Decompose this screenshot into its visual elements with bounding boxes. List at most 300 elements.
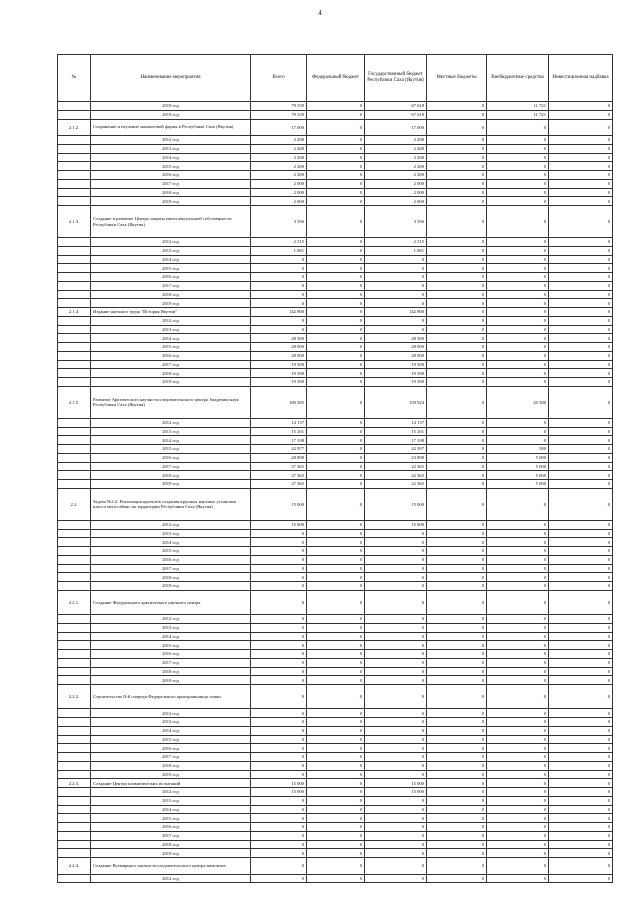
amount-cell: 0 — [365, 273, 427, 282]
activity-code — [58, 153, 91, 162]
amount-cell: 0 — [307, 369, 365, 378]
activity-code — [58, 753, 91, 762]
amount-cell: 0 — [549, 814, 613, 823]
activity-code — [58, 162, 91, 171]
amount-cell: 0 — [549, 308, 613, 317]
amount-cell: 0 — [307, 814, 365, 823]
year-label: 2012 год — [91, 136, 251, 145]
year-label: 2014 год — [91, 726, 251, 735]
year-label: 2015 год — [91, 735, 251, 744]
amount-cell: 0 — [487, 590, 549, 614]
activity-code — [58, 529, 91, 538]
amount-cell: 0 — [307, 246, 365, 255]
amount-cell: 0 — [251, 667, 307, 676]
column-header: Наименование мероприятия — [91, 55, 251, 102]
amount-cell: 2 515 — [365, 238, 427, 247]
activity-code — [58, 658, 91, 667]
amount-cell: 0 — [487, 488, 549, 520]
amount-cell: 0 — [307, 840, 365, 849]
amount-cell: 0 — [307, 102, 365, 111]
amount-cell: 0 — [549, 564, 613, 573]
amount-cell: 0 — [307, 299, 365, 308]
year-row — [58, 761, 613, 770]
amount-cell: 0 — [487, 709, 549, 718]
page-number: 4 — [318, 9, 322, 17]
amount-cell: 0 — [549, 281, 613, 290]
amount-cell: 0 — [365, 650, 427, 659]
year-label: 2018 год — [91, 761, 251, 770]
year-label: 2015 год — [91, 343, 251, 352]
year-label: 2013 год — [91, 325, 251, 334]
amount-cell: 0 — [427, 290, 487, 299]
year-row — [58, 188, 613, 197]
amount-cell: 0 — [487, 735, 549, 744]
amount-cell: 0 — [487, 171, 549, 180]
amount-cell: 0 — [251, 325, 307, 334]
activity-code: 2.2.1. — [58, 590, 91, 614]
amount-cell: 0 — [487, 179, 549, 188]
amount-cell: 0 — [427, 436, 487, 445]
activity-code — [58, 188, 91, 197]
activity-code — [58, 102, 91, 111]
amount-cell: 0 — [307, 325, 365, 334]
amount-cell: 0 — [251, 718, 307, 727]
amount-cell: 0 — [251, 735, 307, 744]
amount-cell: 0 — [427, 334, 487, 343]
activity-code — [58, 623, 91, 632]
activity-code — [58, 814, 91, 823]
amount-cell: 0 — [251, 726, 307, 735]
amount-cell: 0 — [427, 162, 487, 171]
amount-cell: 0 — [251, 316, 307, 325]
amount-cell: 15 000 — [251, 779, 307, 788]
activity-code — [58, 471, 91, 480]
amount-cell: 0 — [307, 386, 365, 418]
activity-code: 2.1.3. — [58, 206, 91, 238]
year-label: 2014 год — [91, 538, 251, 547]
amount-cell: 3 596 — [365, 206, 427, 238]
amount-cell: 0 — [549, 650, 613, 659]
amount-cell: 0 — [487, 369, 549, 378]
amount-cell: 0 — [365, 582, 427, 591]
year-label: 2018 год — [91, 573, 251, 582]
amount-cell: 0 — [549, 462, 613, 471]
amount-cell: 19 500 — [365, 369, 427, 378]
amount-cell: 0 — [487, 273, 549, 282]
activity-code — [58, 632, 91, 641]
amount-cell: 2 200 — [251, 171, 307, 180]
year-row — [58, 264, 613, 273]
amount-cell: 0 — [549, 136, 613, 145]
year-row — [58, 378, 613, 387]
activity-code — [58, 520, 91, 529]
amount-cell: 0 — [307, 436, 365, 445]
year-row — [58, 831, 613, 840]
amount-cell: 0 — [307, 615, 365, 624]
year-label: 2013 год — [91, 144, 251, 153]
activity-code: 2.2. — [58, 488, 91, 520]
column-header: Местные бюджеты — [427, 55, 487, 102]
amount-cell: 0 — [549, 529, 613, 538]
activity-code — [58, 735, 91, 744]
activity-code — [58, 761, 91, 770]
year-row — [58, 573, 613, 582]
amount-cell: 28 000 — [251, 343, 307, 352]
amount-cell: 0 — [251, 770, 307, 779]
amount-cell: 0 — [365, 615, 427, 624]
amount-cell: 0 — [427, 779, 487, 788]
amount-cell: 0 — [487, 281, 549, 290]
activity-code — [58, 744, 91, 753]
amount-cell: 0 — [365, 814, 427, 823]
amount-cell: 0 — [487, 538, 549, 547]
year-row — [58, 538, 613, 547]
amount-cell: 0 — [251, 823, 307, 832]
year-row — [58, 823, 613, 832]
amount-cell: 0 — [549, 779, 613, 788]
amount-cell: 0 — [427, 623, 487, 632]
amount-cell: 15 000 — [365, 488, 427, 520]
amount-cell: 0 — [549, 386, 613, 418]
year-row — [58, 520, 613, 529]
amount-cell: 0 — [307, 488, 365, 520]
year-label: 2016 год — [91, 650, 251, 659]
activity-code — [58, 547, 91, 556]
amount-cell: 0 — [549, 615, 613, 624]
year-label: 2016 год — [91, 453, 251, 462]
amount-cell: 0 — [307, 623, 365, 632]
amount-cell: 5 000 — [487, 480, 549, 489]
amount-cell: 0 — [427, 102, 487, 111]
amount-cell: 28 000 — [365, 343, 427, 352]
amount-cell: 0 — [251, 529, 307, 538]
amount-cell: 0 — [487, 726, 549, 735]
amount-cell: 0 — [549, 445, 613, 454]
amount-cell: 0 — [549, 325, 613, 334]
amount-cell: 0 — [549, 378, 613, 387]
amount-cell: 0 — [427, 316, 487, 325]
year-row — [58, 325, 613, 334]
amount-cell: 0 — [427, 582, 487, 591]
amount-cell: 0 — [365, 753, 427, 762]
activity-name: Создание Всемирного научно-исследовательского центра мамонтов — [91, 858, 251, 875]
amount-cell: 0 — [307, 667, 365, 676]
year-row — [58, 753, 613, 762]
amount-cell: 0 — [549, 735, 613, 744]
amount-cell: 0 — [427, 590, 487, 614]
activity-code — [58, 615, 91, 624]
amount-cell: 0 — [427, 299, 487, 308]
amount-cell: 0 — [549, 641, 613, 650]
year-row — [58, 623, 613, 632]
amount-cell: 0 — [549, 316, 613, 325]
amount-cell: 2 200 — [251, 144, 307, 153]
activity-code — [58, 650, 91, 659]
amount-cell: 0 — [427, 753, 487, 762]
year-row — [58, 179, 613, 188]
amount-cell: 0 — [365, 564, 427, 573]
amount-cell: 0 — [251, 874, 307, 883]
amount-cell: 0 — [307, 520, 365, 529]
year-row — [58, 641, 613, 650]
year-label: 2017 год — [91, 360, 251, 369]
amount-cell: 0 — [365, 770, 427, 779]
amount-cell: 0 — [487, 555, 549, 564]
amount-cell: 0 — [549, 849, 613, 858]
activity-row — [58, 685, 613, 709]
year-row — [58, 709, 613, 718]
amount-cell: 17 000 — [251, 119, 307, 136]
amount-cell: 0 — [307, 238, 365, 247]
activity-code — [58, 726, 91, 735]
amount-cell: 2 000 — [365, 188, 427, 197]
amount-cell: 0 — [427, 369, 487, 378]
year-label: 2016 год — [91, 744, 251, 753]
amount-cell: 0 — [549, 667, 613, 676]
activity-code — [58, 462, 91, 471]
amount-cell: 0 — [365, 718, 427, 727]
amount-cell: 0 — [427, 547, 487, 556]
amount-cell: 0 — [307, 480, 365, 489]
amount-cell: 0 — [427, 445, 487, 454]
year-row — [58, 471, 613, 480]
amount-cell: 0 — [307, 709, 365, 718]
year-label: 2015 год — [91, 547, 251, 556]
activity-code — [58, 290, 91, 299]
year-label: 2013 год — [91, 427, 251, 436]
year-label: 2014 год — [91, 632, 251, 641]
year-row — [58, 582, 613, 591]
year-row — [58, 615, 613, 624]
amount-cell: 0 — [427, 119, 487, 136]
year-row — [58, 796, 613, 805]
column-header: Федеральный бюджет — [307, 55, 365, 102]
amount-cell: 0 — [487, 744, 549, 753]
year-label: 2012 год — [91, 874, 251, 883]
year-row — [58, 281, 613, 290]
amount-cell: 22 365 — [365, 471, 427, 480]
amount-cell: 0 — [427, 761, 487, 770]
activity-code — [58, 171, 91, 180]
amount-cell: 0 — [307, 676, 365, 685]
year-row — [58, 445, 613, 454]
amount-cell: 0 — [427, 110, 487, 119]
amount-cell: 15 000 — [365, 788, 427, 797]
amount-cell: 0 — [549, 685, 613, 709]
amount-cell: 0 — [427, 188, 487, 197]
amount-cell: 0 — [365, 874, 427, 883]
amount-cell: 2 200 — [365, 171, 427, 180]
amount-cell: 15 000 — [365, 779, 427, 788]
amount-cell: 11 721 — [487, 110, 549, 119]
year-label: 2012 год — [91, 520, 251, 529]
amount-cell: 0 — [427, 735, 487, 744]
year-label: 2016 год — [91, 823, 251, 832]
amount-cell: 0 — [307, 796, 365, 805]
amount-cell: 0 — [487, 246, 549, 255]
amount-cell: 0 — [251, 564, 307, 573]
amount-cell: 0 — [549, 334, 613, 343]
amount-cell: 0 — [549, 351, 613, 360]
activity-code — [58, 718, 91, 727]
amount-cell: 19 500 — [365, 378, 427, 387]
amount-cell: 0 — [549, 796, 613, 805]
year-label: 2015 год — [91, 162, 251, 171]
amount-cell: 0 — [427, 573, 487, 582]
amount-cell: 0 — [427, 197, 487, 206]
activity-row — [58, 779, 613, 788]
year-label: 2018 год — [91, 290, 251, 299]
year-label: 2012 год — [91, 238, 251, 247]
amount-cell: 0 — [251, 547, 307, 556]
amount-cell: 0 — [487, 615, 549, 624]
amount-cell: 0 — [307, 753, 365, 762]
amount-cell: 0 — [307, 761, 365, 770]
year-row — [58, 547, 613, 556]
amount-cell: 0 — [307, 334, 365, 343]
amount-cell: 11 721 — [487, 102, 549, 111]
amount-cell: 0 — [251, 582, 307, 591]
amount-cell: 0 — [251, 814, 307, 823]
amount-cell: 0 — [549, 590, 613, 614]
year-label: 2015 год — [91, 641, 251, 650]
amount-cell: 0 — [307, 453, 365, 462]
amount-cell: 0 — [487, 264, 549, 273]
year-row — [58, 453, 613, 462]
amount-cell: 0 — [549, 840, 613, 849]
year-row — [58, 814, 613, 823]
amount-cell: 0 — [427, 641, 487, 650]
amount-cell: 0 — [549, 255, 613, 264]
amount-cell: 0 — [487, 427, 549, 436]
amount-cell: 0 — [549, 726, 613, 735]
amount-cell: 0 — [365, 299, 427, 308]
activity-code: 2.2.3. — [58, 779, 91, 788]
amount-cell: 0 — [307, 445, 365, 454]
year-row — [58, 427, 613, 436]
amount-cell: 0 — [549, 273, 613, 282]
amount-cell: 0 — [487, 582, 549, 591]
amount-cell: 22 365 — [365, 480, 427, 489]
amount-cell: 0 — [487, 650, 549, 659]
year-row — [58, 529, 613, 538]
amount-cell: 22 365 — [365, 462, 427, 471]
year-row — [58, 667, 613, 676]
amount-cell: 0 — [365, 538, 427, 547]
year-row — [58, 436, 613, 445]
activity-code — [58, 246, 91, 255]
year-label: 2016 год — [91, 171, 251, 180]
amount-cell: 0 — [427, 615, 487, 624]
amount-cell: 0 — [427, 770, 487, 779]
amount-cell: 0 — [487, 753, 549, 762]
activity-code: 2.2.2. — [58, 685, 91, 709]
amount-cell: 0 — [365, 840, 427, 849]
activity-row — [58, 386, 613, 418]
amount-cell: 0 — [307, 788, 365, 797]
activity-code — [58, 110, 91, 119]
year-row — [58, 744, 613, 753]
amount-cell: 0 — [549, 520, 613, 529]
amount-cell: 0 — [487, 814, 549, 823]
amount-cell: 0 — [251, 573, 307, 582]
amount-cell: 0 — [251, 658, 307, 667]
activity-code — [58, 709, 91, 718]
amount-cell: 0 — [307, 805, 365, 814]
amount-cell: 159 924 — [365, 386, 427, 418]
amount-cell: 0 — [307, 564, 365, 573]
amount-cell: 0 — [307, 360, 365, 369]
year-row — [58, 334, 613, 343]
amount-cell: 0 — [549, 709, 613, 718]
amount-cell: 0 — [365, 805, 427, 814]
amount-cell: 1 081 — [365, 246, 427, 255]
year-label: 2017 год — [91, 658, 251, 667]
activity-code — [58, 582, 91, 591]
amount-cell: 0 — [549, 632, 613, 641]
amount-cell: 2 000 — [365, 197, 427, 206]
year-row — [58, 255, 613, 264]
amount-cell: 20 580 — [487, 386, 549, 418]
activity-name: Создание Центра климатических испытаний — [91, 779, 251, 788]
activity-name: Строительство II-й очереди Федерального криохранилища семян — [91, 685, 251, 709]
activity-code — [58, 676, 91, 685]
activity-code — [58, 805, 91, 814]
amount-cell: 0 — [549, 264, 613, 273]
year-label: 2014 год — [91, 334, 251, 343]
amount-cell: 0 — [251, 744, 307, 753]
amount-cell: 0 — [427, 849, 487, 858]
amount-cell: 0 — [487, 144, 549, 153]
year-label: 2018 год — [91, 102, 251, 111]
amount-cell: 0 — [549, 761, 613, 770]
amount-cell: 0 — [251, 615, 307, 624]
amount-cell: 0 — [427, 676, 487, 685]
year-label: 2017 год — [91, 831, 251, 840]
amount-cell: 0 — [251, 650, 307, 659]
amount-cell: 2 000 — [251, 197, 307, 206]
amount-cell: 0 — [549, 206, 613, 238]
activity-code — [58, 849, 91, 858]
year-row — [58, 162, 613, 171]
activity-code — [58, 255, 91, 264]
amount-cell: 0 — [307, 831, 365, 840]
amount-cell: 0 — [487, 632, 549, 641]
amount-cell: 0 — [487, 316, 549, 325]
year-label: 2015 год — [91, 445, 251, 454]
activity-row — [58, 308, 613, 317]
amount-cell: 0 — [427, 308, 487, 317]
activity-row — [58, 858, 613, 875]
budget-table — [57, 54, 613, 883]
amount-cell: 0 — [427, 814, 487, 823]
amount-cell: 2 000 — [251, 179, 307, 188]
table-body — [58, 102, 613, 883]
amount-cell: 0 — [487, 667, 549, 676]
amount-cell: 2 000 — [251, 188, 307, 197]
amount-cell: 0 — [307, 179, 365, 188]
amount-cell: 0 — [365, 726, 427, 735]
amount-cell: 0 — [549, 179, 613, 188]
column-header: № — [58, 55, 91, 102]
activity-code — [58, 564, 91, 573]
table-header-row — [58, 55, 613, 102]
amount-cell: 0 — [487, 858, 549, 875]
amount-cell: 0 — [365, 685, 427, 709]
amount-cell: 0 — [307, 427, 365, 436]
amount-cell: 0 — [427, 823, 487, 832]
amount-cell: 0 — [251, 281, 307, 290]
